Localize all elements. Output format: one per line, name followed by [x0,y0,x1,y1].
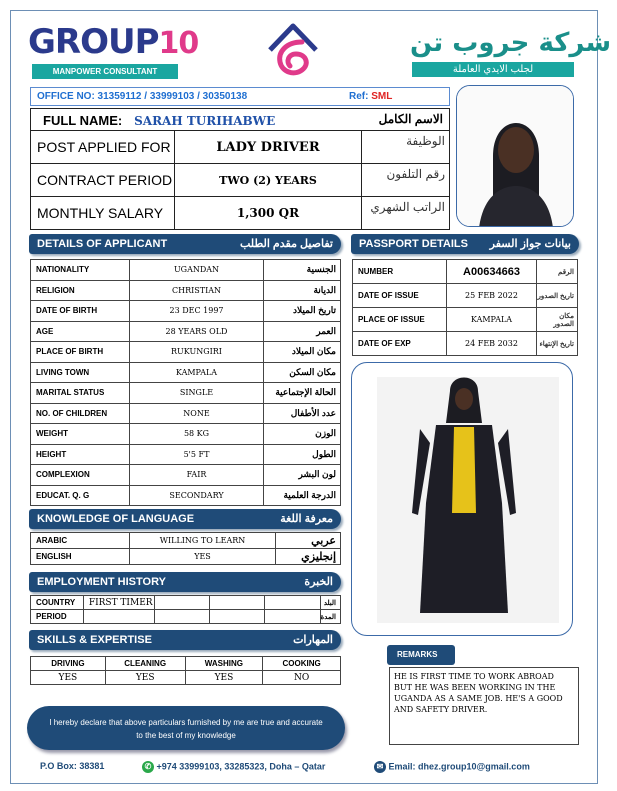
email-line[interactable] [374,761,530,773]
arabic-logo: شركة جروب تن [410,28,612,58]
detail-row: HEIGHT 5'5 FT الطول [31,444,341,465]
salary-value: 1,300 QR [175,197,362,230]
detail-row: NATIONALITY UGANDAN الجنسية [31,260,341,281]
detail-row: AGE 28 YEARS OLD العمر [31,321,341,342]
remarks-text: HE IS FIRST TIME TO WORK ABROAD BUT HE WAS BEEN WORKING IN THE UGANDA AS A SAME JOB. HE'S A GOOD AND SAFETY DRIVER. [389,667,579,745]
employment-table [30,595,341,624]
phone-numbers: +974 33999103, 33285323, Doha – Qatar [156,761,326,772]
remarks-header: REMARKS [387,645,455,665]
salary-row [31,197,450,230]
detail-row: RELIGION CHRISTIAN الديانة [31,280,341,301]
logo-subtitle: MANPOWER CONSULTANT [32,64,178,79]
passport-table [352,259,578,356]
contract-arabic: رقم التلفون [362,164,450,197]
group10-logo: GROUP10 [28,22,199,62]
post-row [31,131,450,164]
language-row: ARABIC WILLING TO LEARN عربي [31,533,341,549]
profile-table [30,108,450,230]
passport-row: PLACE OF ISSUE KAMPALA مكان الصدور [353,308,578,332]
skills-header: SKILLS & EXPERTISE المهارات [29,630,341,650]
detail-row: WEIGHT 58 KG الوزن [31,424,341,445]
employment-country-row: COUNTRY FIRST TIMER البلد [31,596,341,610]
full-name-row [31,109,450,131]
applicant-full-body-photo [351,362,573,636]
detail-row: COMPLEXION FAIR لون البشر [31,465,341,486]
salary-label: MONTHLY SALARY [31,197,175,230]
whatsapp-icon: ✆ [142,761,154,773]
post-arabic: الوظيفة [362,131,450,164]
passport-header: PASSPORT DETAILS بيانات جواز السفر [351,234,579,254]
employment-header: EMPLOYMENT HISTORY الخبرة [29,572,341,592]
language-table [30,532,341,565]
office-line [30,87,450,106]
skills-header-row: DRIVING CLEANING WASHING COOKING [31,657,341,671]
detail-row: DATE OF BIRTH 23 DEC 1997 تاريخ الميلاد [31,301,341,322]
house-logo-icon [262,20,324,82]
salary-arabic: الراتب الشهري [362,197,450,230]
skills-value-row: YES YES YES NO [31,671,341,685]
detail-row: NO. OF CHILDREN NONE عدد الأطفال [31,403,341,424]
details-table [30,259,341,506]
contract-row [31,164,450,197]
post-label: POST APPLIED FOR [31,131,175,164]
passport-row: NUMBER A00634663 الرقم [353,260,578,284]
full-name-label: FULL NAME: [43,112,123,128]
declaration-banner: I hereby declare that above particulars furnished by me are true and accurate to the best of my knowledge [27,706,345,750]
contract-value: TWO (2) YEARS [175,164,362,197]
phone-line [142,761,325,773]
detail-row: MARITAL STATUS SINGLE الحالة الإجتماعية [31,383,341,404]
contract-label: CONTRACT PERIOD [31,164,175,197]
arabic-logo-subtitle: لجلب الايدي العاملة [412,62,574,77]
employment-period-row: PERIOD المدة [31,610,341,624]
employment-country-value: FIRST TIMER [84,596,155,610]
skills-table [30,656,341,685]
po-box: P.O Box: 38381 [40,761,105,771]
passport-row: DATE OF ISSUE 25 FEB 2022 تاريخ الصدور [353,284,578,308]
applicant-portrait-photo [456,85,574,227]
passport-row: DATE OF EXP 24 FEB 2032 تاريخ الإنتهاء [353,332,578,356]
full-name-arabic: الاسم الكامل [378,112,443,126]
full-name-value: SARAH TURIHABWE [134,113,276,128]
language-row: ENGLISH YES إنجليزي [31,549,341,565]
reference-value: SML [371,91,393,102]
reference: Ref: SML [349,91,393,102]
post-value: LADY DRIVER [175,131,362,164]
detail-row: LIVING TOWN KAMPALA مكان السكن [31,362,341,383]
detail-row: PLACE OF BIRTH RUKUNGIRI مكان الميلاد [31,342,341,363]
details-header: DETAILS OF APPLICANT تفاصيل مقدم الطلب [29,234,341,254]
email-address[interactable]: Email: dhez.group10@gmail.com [388,761,530,772]
email-icon: ✉ [374,761,386,773]
detail-row: EDUCAT. Q. G SECONDARY الدرجة العلمية [31,485,341,506]
language-header: KNOWLEDGE OF LANGUAGE معرفة اللغة [29,509,341,529]
office-numbers: OFFICE NO: 31359112 / 33999103 / 30350138 [37,91,248,102]
